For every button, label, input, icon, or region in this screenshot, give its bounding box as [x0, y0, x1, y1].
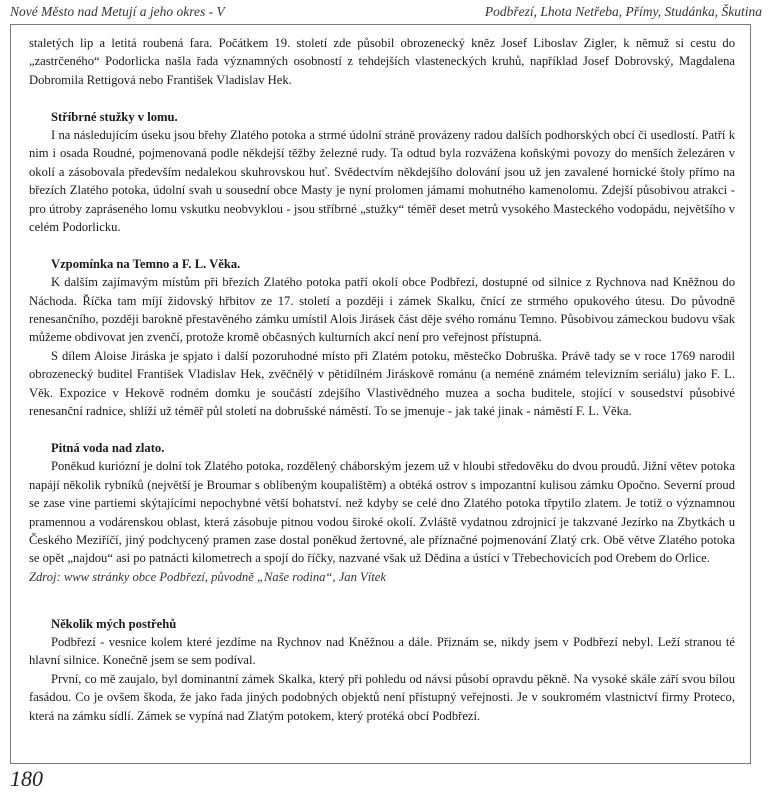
article-body — [29, 34, 735, 725]
section-heading-my-observations: Několik mých postřehů — [51, 616, 177, 631]
section-paragraph: Podbřezí - vesnice kolem které jezdíme na Rychnov nad Kněžnou a dále. Přiznám se, nikdy jsem v Podbřezí nebyl. Leží stranou té hlavní silnice. Konečně jsem se sem podíval. — [29, 634, 735, 668]
section-heading-temno: Vzpomínka na Temno a F. L. Věka. — [51, 256, 241, 271]
section-paragraph: S dílem Aloise Jiráska je spjato i další pozoruhodné místo při Zlatém potoku, městečko Dobruška. Právě tady se v roce 1769 narodil obrozenecký buditel František Vladislav Hek, zvěčnělý v pětidílném Jiráskově románu (a neméně známém televizním seriálu) jako F. L. Věk. Expozice v Hekově rodném domku je součástí zdejšího Vlastivědného muzea a socha buditele, stojící v sousedství působivé renesanční radnice, shlíží už téměř půl století na dobrušské náměstí. To se jmenuje - jak také jinak - náměstí F. L. Věka. — [29, 348, 735, 419]
section-paragraph: I na následujícím úseku jsou břehy Zlatého potoka a strmé údolní stráně provázeny radou dalších podhorských obcí či usedlostí. Patří k nim i osada Roudné, pojmenovaná podle někdejší těžby železné rudy. Ta odtud byla rozvážena koňskými povozy do menších železáren v okolí a zásobovala především nedalekou skuhrovskou huť. Svědectvím někdejšího dolování jsou už jen zavalené hornické štoly přímo na březích Zlatého potoka, údolní svah u sousední obce Masty je nyní prolomen jámami mohutného kamenolomu. Zdejší působivou atrakci - pro útroby zapráseného lomu vskutku neobvyklou - jsou stříbrné „stužky“ téměř deset metrů vysokého Masteckého vodopádu, největšího v celém Podorlicku. — [29, 128, 735, 235]
header-chapter-title: Podbřezí, Lhota Netřeba, Přímy, Studánka, Škutina — [484, 4, 762, 19]
section-paragraph: První, co mě zaujalo, byl dominantní zámek Skalka, který při pohledu od návsi působí opravdu pěkně. Na vysoké skále září svou bílou fasádou. Co je ovšem škoda, že jako řada jiných podobných objektů není přístupný veřejnosti. Je v soukromém vlastnictví firmy Proteco, která na zámku sídlí. Zámek se vypíná nad Zlatým potokem, který protéká obcí Podbřezí. — [29, 671, 735, 723]
intro-paragraph: staletých lip a letitá roubená fara. Počátkem 19. století zde působil obrozenecký kněz Josef Liboslav Zigler, k němuž si cestu do „zastrčeného“ Podorlicka našla řada významných osobností z tehdejších vlasteneckých kruhů, například Josef Dobrovský, Magdalena Dobromila Rettigová nebo František Vladislav Hek. — [29, 36, 735, 87]
text-frame — [10, 24, 751, 764]
page-number: 180 — [10, 766, 43, 791]
section-paragraph: Poněkud kuriózní je dolní tok Zlatého potoka, rozdělený cháborským jezem už v hloubi středověku do dvou proudů. Jižní větev potoka napájí několik rybníků (největší je Broumar s oblíbeným koupalištěm) a obtéká ostrov s impozantní kulisou zámku Opočno. Severní proud se zase vine partiemi skýtajícími nepochybné větší bohatství. než kdyby se celé dno Zlatého potoka třpytilo zlatem. Je totiž o významnou pramennou a vodárenskou oblast, která zásobuje pitnou vodou široké okolí. Zvláště vydatnou zdrojnicí je takzvané Jezírko na Zbytkách u Českého Meziříčí, jiný podchycený pramen zase dostal poněkud žertovné, ale příznačné pojmenování Zlatý crk. Obě větve Zlatého potoka se opět „najdou“ asi po patnácti kilometrech a spojí do říčky, nazvané však už Dědina a ústící v Třebechovicích pod Orebem do Orlice. — [29, 459, 735, 566]
section-heading-silver-ribbons: Stříbrné stužky v lomu. — [51, 109, 178, 124]
running-header — [10, 2, 762, 24]
section-paragraph: K dalším zajímavým místům při březích Zlatého potoka patří okolí obce Podbřezí, dostupné od silnice z Rychnova nad Kněžnou do Náchoda. Říčka tam míjí židovský hřbitov ze 17. století a později i zámek Skalku, čnící ze strmého opukového útesu. Do původně renesančního, později barokně přestavěného zámku umístil Alois Jirásek část děje svého románu Temno. Působivou zámeckou budovu však můžeme obdivovat jen zvenčí, protože kromě občasných kulturních akcí není pro veřejnost přístupná. — [29, 275, 735, 345]
header-book-title: Nové Město nad Metují a jeho okres - V — [10, 4, 225, 19]
source-citation: Zdroj: www stránky obce Podbřezí, původně „Naše rodina“, Jan Vítek — [29, 569, 386, 584]
section-heading-drinking-water: Pitná voda nad zlato. — [51, 440, 165, 455]
